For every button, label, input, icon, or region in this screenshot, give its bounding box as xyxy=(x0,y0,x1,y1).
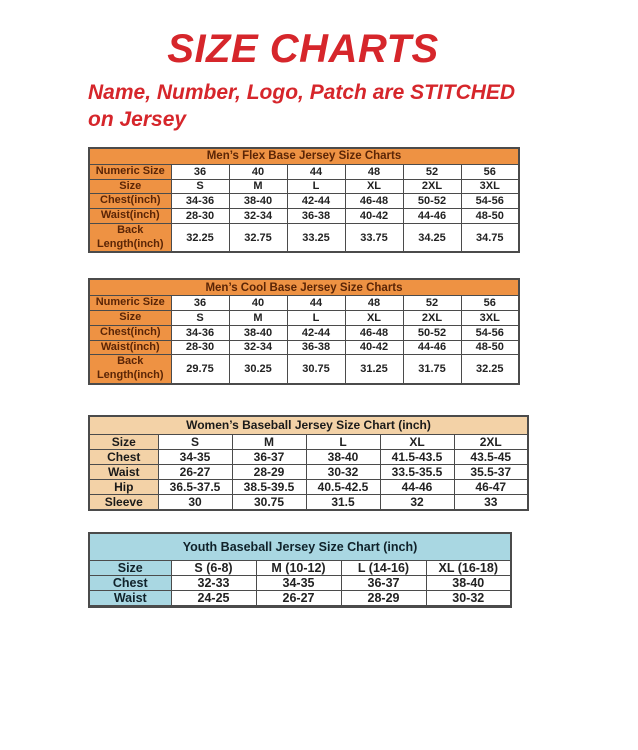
cell-value: 34-35 xyxy=(256,575,341,590)
cell-value: 31.25 xyxy=(345,355,403,384)
row-label: Waist(inch) xyxy=(89,209,171,224)
row-label: Chest(inch) xyxy=(89,194,171,209)
mens-cool-size-table xyxy=(88,278,520,385)
cell-value: 35.5-37 xyxy=(454,464,528,479)
cell-value: 32-33 xyxy=(171,575,256,590)
cell-value: 50-52 xyxy=(403,325,461,340)
cell-value: 56 xyxy=(461,164,519,179)
cell-value: XL xyxy=(380,434,454,449)
row-label: Chest xyxy=(89,449,158,464)
cell-value: 38-40 xyxy=(426,575,511,590)
spacer-label-cell xyxy=(89,605,171,607)
cell-value: 36.5-37.5 xyxy=(158,479,232,494)
table-row xyxy=(89,223,519,252)
cell-value: 32 xyxy=(380,494,454,510)
cell-value: 38.5-39.5 xyxy=(232,479,306,494)
table-row xyxy=(89,194,519,209)
table-row xyxy=(89,209,519,224)
cell-value: S xyxy=(171,311,229,326)
row-label: Size xyxy=(89,311,171,326)
cell-value: 30.75 xyxy=(232,494,306,510)
cell-value: 36-38 xyxy=(287,209,345,224)
cell-value: 36-37 xyxy=(232,449,306,464)
cell-value: M xyxy=(232,434,306,449)
cell-value: 30-32 xyxy=(426,590,511,605)
spacer-row xyxy=(89,605,511,607)
cell-value: 48 xyxy=(345,296,403,311)
youth-size-table xyxy=(88,532,512,608)
cell-value: 41.5-43.5 xyxy=(380,449,454,464)
cell-value: 46-48 xyxy=(345,194,403,209)
cell-value: L (14-16) xyxy=(341,560,426,575)
cell-value: 34-36 xyxy=(171,325,229,340)
row-label: Size xyxy=(89,434,158,449)
cell-value: 54-56 xyxy=(461,325,519,340)
cell-value: 44 xyxy=(287,164,345,179)
table-row xyxy=(89,179,519,194)
table-title-row xyxy=(89,148,519,165)
row-label: Size xyxy=(89,560,171,575)
table-row xyxy=(89,590,511,605)
cell-value: XL xyxy=(345,179,403,194)
page-title: SIZE CHARTS xyxy=(167,27,439,71)
row-label: Waist xyxy=(89,464,158,479)
cell-value: 34.75 xyxy=(461,223,519,252)
subtitle-line-2: on Jersey xyxy=(88,107,187,131)
cell-value: 36 xyxy=(171,164,229,179)
womens-size-table xyxy=(88,415,529,511)
cell-value: 40.5-42.5 xyxy=(306,479,380,494)
cell-value: 40-42 xyxy=(345,209,403,224)
table-title-row xyxy=(89,416,528,435)
cell-value: S xyxy=(171,179,229,194)
cell-value: 30 xyxy=(158,494,232,510)
cell-value: 2XL xyxy=(403,179,461,194)
cell-value: 33.25 xyxy=(287,223,345,252)
row-label: Numeric Size xyxy=(89,164,171,179)
cell-value: 30.25 xyxy=(229,355,287,384)
cell-value: 38-40 xyxy=(229,194,287,209)
cell-value: 3XL xyxy=(461,311,519,326)
row-label: Chest xyxy=(89,575,171,590)
cell-value: S (6-8) xyxy=(171,560,256,575)
cell-value: L xyxy=(306,434,380,449)
cell-value: XL (16-18) xyxy=(426,560,511,575)
cell-value: 44 xyxy=(287,296,345,311)
cell-value: 32.25 xyxy=(171,223,229,252)
cell-value: 48-50 xyxy=(461,340,519,355)
row-label: Back Length(inch) xyxy=(89,355,171,384)
cell-value: 34-36 xyxy=(171,194,229,209)
row-label: Waist(inch) xyxy=(89,340,171,355)
table-title-row xyxy=(89,533,511,561)
cell-value: 26-27 xyxy=(256,590,341,605)
cell-value: 32.25 xyxy=(461,355,519,384)
cell-value: S xyxy=(158,434,232,449)
cell-value: 33.5-35.5 xyxy=(380,464,454,479)
cell-value: 36 xyxy=(171,296,229,311)
cell-value: 3XL xyxy=(461,179,519,194)
cell-value: M xyxy=(229,311,287,326)
cell-value: 44-46 xyxy=(403,209,461,224)
mens-cool-table-title: Men’s Cool Base Jersey Size Charts xyxy=(89,279,519,296)
cell-value: 32.75 xyxy=(229,223,287,252)
cell-value: 36-38 xyxy=(287,340,345,355)
cell-value: 33.75 xyxy=(345,223,403,252)
table-row xyxy=(89,575,511,590)
table-row xyxy=(89,449,528,464)
cell-value: 28-29 xyxy=(232,464,306,479)
table-row xyxy=(89,434,528,449)
cell-value: 34.25 xyxy=(403,223,461,252)
subtitle-line-1: Name, Number, Logo, Patch are STITCHED xyxy=(88,81,516,104)
cell-value: 46-47 xyxy=(454,479,528,494)
cell-value: M (10-12) xyxy=(256,560,341,575)
cell-value: L xyxy=(287,179,345,194)
table-row xyxy=(89,355,519,384)
table-row xyxy=(89,560,511,575)
cell-value: 28-30 xyxy=(171,209,229,224)
row-label: Chest(inch) xyxy=(89,325,171,340)
cell-value: M xyxy=(229,179,287,194)
cell-value: 31.5 xyxy=(306,494,380,510)
cell-value: 52 xyxy=(403,164,461,179)
table-row xyxy=(89,296,519,311)
spacer-cell xyxy=(256,605,341,607)
womens-table-title: Women’s Baseball Jersey Size Chart (inch) xyxy=(89,416,528,435)
cell-value: 33 xyxy=(454,494,528,510)
spacer-cell xyxy=(341,605,426,607)
table-title-row xyxy=(89,279,519,296)
page-subtitle xyxy=(88,80,548,134)
table-row xyxy=(89,164,519,179)
cell-value: 34-35 xyxy=(158,449,232,464)
cell-value: 29.75 xyxy=(171,355,229,384)
spacer-cell xyxy=(171,605,256,607)
cell-value: 40 xyxy=(229,164,287,179)
table-row xyxy=(89,464,528,479)
cell-value: 50-52 xyxy=(403,194,461,209)
cell-value: 2XL xyxy=(454,434,528,449)
cell-value: 28-30 xyxy=(171,340,229,355)
table-row xyxy=(89,494,528,510)
cell-value: 56 xyxy=(461,296,519,311)
cell-value: 32-34 xyxy=(229,340,287,355)
cell-value: 30.75 xyxy=(287,355,345,384)
cell-value: 38-40 xyxy=(229,325,287,340)
table-row xyxy=(89,340,519,355)
mens-flex-size-table xyxy=(88,147,520,254)
cell-value: 48 xyxy=(345,164,403,179)
cell-value: 48-50 xyxy=(461,209,519,224)
cell-value: 31.75 xyxy=(403,355,461,384)
cell-value: XL xyxy=(345,311,403,326)
mens-flex-table-title: Men’s Flex Base Jersey Size Charts xyxy=(89,148,519,165)
row-label: Numeric Size xyxy=(89,296,171,311)
cell-value: 24-25 xyxy=(171,590,256,605)
cell-value: 26-27 xyxy=(158,464,232,479)
cell-value: 38-40 xyxy=(306,449,380,464)
cell-value: 40-42 xyxy=(345,340,403,355)
cell-value: 54-56 xyxy=(461,194,519,209)
cell-value: 42-44 xyxy=(287,325,345,340)
row-label: Sleeve xyxy=(89,494,158,510)
row-label: Back Length(inch) xyxy=(89,223,171,252)
cell-value: 28-29 xyxy=(341,590,426,605)
cell-value: 46-48 xyxy=(345,325,403,340)
cell-value: 2XL xyxy=(403,311,461,326)
cell-value: 42-44 xyxy=(287,194,345,209)
row-label: Waist xyxy=(89,590,171,605)
cell-value: 32-34 xyxy=(229,209,287,224)
row-label: Size xyxy=(89,179,171,194)
cell-value: 44-46 xyxy=(380,479,454,494)
cell-value: 36-37 xyxy=(341,575,426,590)
table-row xyxy=(89,325,519,340)
spacer-cell xyxy=(426,605,511,607)
table-row xyxy=(89,479,528,494)
cell-value: 44-46 xyxy=(403,340,461,355)
size-charts-container xyxy=(0,147,638,608)
row-label: Hip xyxy=(89,479,158,494)
youth-table-title: Youth Baseball Jersey Size Chart (inch) xyxy=(89,533,511,561)
table-row xyxy=(89,311,519,326)
cell-value: 40 xyxy=(229,296,287,311)
cell-value: 30-32 xyxy=(306,464,380,479)
cell-value: 52 xyxy=(403,296,461,311)
cell-value: L xyxy=(287,311,345,326)
cell-value: 43.5-45 xyxy=(454,449,528,464)
